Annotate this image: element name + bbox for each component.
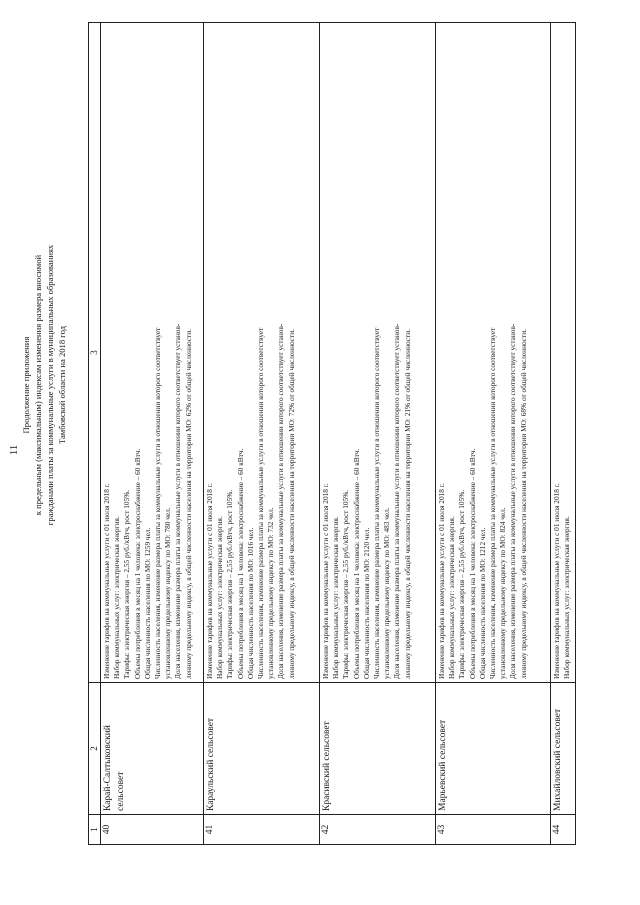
tariff-table	[88, 22, 576, 845]
column-header-municipality: 2	[89, 683, 101, 815]
row-description	[204, 23, 320, 683]
description-line: Набор коммунальных услуг: электрическая энергия.	[331, 516, 341, 679]
description-line: Объемы потребления в месяц на 1 человека: электроснабжение – 60 кВтч.	[132, 448, 142, 679]
description-line: Доля населения, изменение размера платы за коммунальные услуги в отношении которого соответствует установ-	[392, 323, 402, 679]
table-row	[101, 23, 204, 845]
municipality-name: Карай-Салтыковский сельсовет	[101, 683, 204, 815]
row-number: 42	[320, 815, 436, 845]
municipality-name: Марьевский сельсовет	[436, 683, 551, 815]
heading-title: Продолжение приложения	[21, 336, 31, 434]
description-line: Доля населения, изменение размера платы за коммунальные услуги в отношении которого соответствует установ-	[276, 323, 286, 679]
description-line: Доля населения, изменение размера платы за коммунальные услуги в отношении которого соответствует установ-	[508, 323, 518, 679]
row-number: 41	[204, 815, 320, 845]
description-line: Доля населения, изменение размера платы за коммунальные услуги в отношении которого соответствует установ-	[173, 323, 183, 679]
page-number: 11	[8, 444, 20, 456]
municipality-name: Красивский сельсовет	[320, 683, 436, 815]
description-line: ленному предельному индексу, в общей численности населения на территории МО: 72% от общей численности.	[286, 329, 296, 679]
description-line: Изменение тарифов на коммунальные услуги с 01 июля 2018 г.	[437, 483, 446, 679]
description-line: Численность населения, изменение размера платы за коммунальные услуги в отношении которого соответствует	[256, 327, 266, 679]
description-line: Набор коммунальных услуг: электрическая энергия.	[112, 516, 122, 679]
description-line: Изменение тарифов на коммунальные услуги с 01 июля 2018 г.	[205, 483, 214, 679]
description-line: Общая численность населения по МО: 1259 чел.	[142, 527, 152, 679]
description-line: ленному предельному индексу, в общей численности населения на территории МО: 62% от общей численности.	[183, 329, 193, 679]
description-line: Тарифы: электрическая энергия – 2,55 руб./кВтч, рост 105%.	[457, 489, 467, 679]
description-line: Общая численность населения по МО: 1016 чел.	[245, 527, 255, 679]
description-line: Набор коммунальных услуг: электрическая энергия.	[447, 516, 457, 679]
municipality-name: Караульский сельсовет	[204, 683, 320, 815]
description-line: ленному предельному индексу, в общей численности населения на территории МО: 21% от общей численности.	[402, 329, 412, 679]
table-header-row	[89, 23, 101, 845]
table-row	[551, 23, 576, 845]
description-line: Тарифы: электрическая энергия – 2,55 руб./кВтч, рост 105%.	[122, 489, 132, 679]
description-line: Объемы потребления в месяц на 1 человека: электроснабжение – 60 кВтч.	[351, 448, 361, 679]
description-line: установленному предельному индексу по МО: 780 чел.	[163, 507, 173, 679]
table-row	[204, 23, 320, 845]
row-description	[101, 23, 204, 683]
description-line: установленному предельному индексу по МО: 483 чел.	[382, 507, 392, 679]
description-line: ленному предельному индексу, в общей численности населения на территории МО: 68% от общей численности.	[518, 329, 528, 679]
description-line: Численность населения, изменение размера платы за коммунальные услуги в отношении которого соответствует	[488, 327, 498, 679]
table-row	[436, 23, 551, 845]
heading-line-2: гражданами платы за коммунальные услуги в муниципальных образованиях	[45, 244, 55, 526]
heading-line-3: Тамбовской области на 2018 год	[57, 325, 67, 445]
row-description	[551, 23, 576, 683]
description-line: установленному предельному индексу по МО: 824 чел.	[498, 507, 508, 679]
heading-line-1: к предельным (максимальным) индексам изменения размера вносимой	[33, 254, 43, 516]
description-line: Тарифы: электрическая энергия – 2,55 руб./кВтч, рост 105%.	[225, 489, 235, 679]
description-line: Изменение тарифов на коммунальные услуги с 01 июля 2018 г.	[321, 483, 330, 679]
row-description	[436, 23, 551, 683]
document-heading	[20, 125, 68, 645]
municipality-name: Михайловский сельсовет	[551, 683, 576, 815]
row-description	[320, 23, 436, 683]
description-line: Набор коммунальных услуг: электрическая энергия.	[562, 516, 572, 679]
row-number: 44	[551, 815, 576, 845]
row-number: 40	[101, 815, 204, 845]
description-line: Изменение тарифов на коммунальные услуги с 01 июля 2018 г.	[552, 483, 561, 679]
description-line: Общая численность населения по МО: 1212 чел.	[477, 527, 487, 679]
description-line: Объемы потребления в месяц на 1 человека: электроснабжение – 60 кВтч.	[467, 448, 477, 679]
table-row	[320, 23, 436, 845]
column-header-description: 3	[89, 23, 101, 683]
description-line: Численность населения, изменение размера платы за коммунальные услуги в отношении которого соответствует	[372, 327, 382, 679]
description-line: Набор коммунальных услуг: электрическая энергия.	[215, 516, 225, 679]
description-line: Численность населения, изменение размера платы за коммунальные услуги в отношении которого соответствует	[153, 327, 163, 679]
description-line: Объемы потребления в месяц на 1 человека: электроснабжение – 60 кВтч.	[235, 448, 245, 679]
column-header-number: 1	[89, 815, 101, 845]
description-line: Тарифы: электрическая энергия – 2,55 руб./кВтч, рост 105%.	[341, 489, 351, 679]
description-line: Изменение тарифов на коммунальные услуги с 01 июля 2018 г.	[102, 483, 111, 679]
description-line: Общая численность населения по МО: 2120 чел.	[361, 527, 371, 679]
row-number: 43	[436, 815, 551, 845]
description-line: установленному предельному индексу по МО: 732 чел.	[266, 507, 276, 679]
